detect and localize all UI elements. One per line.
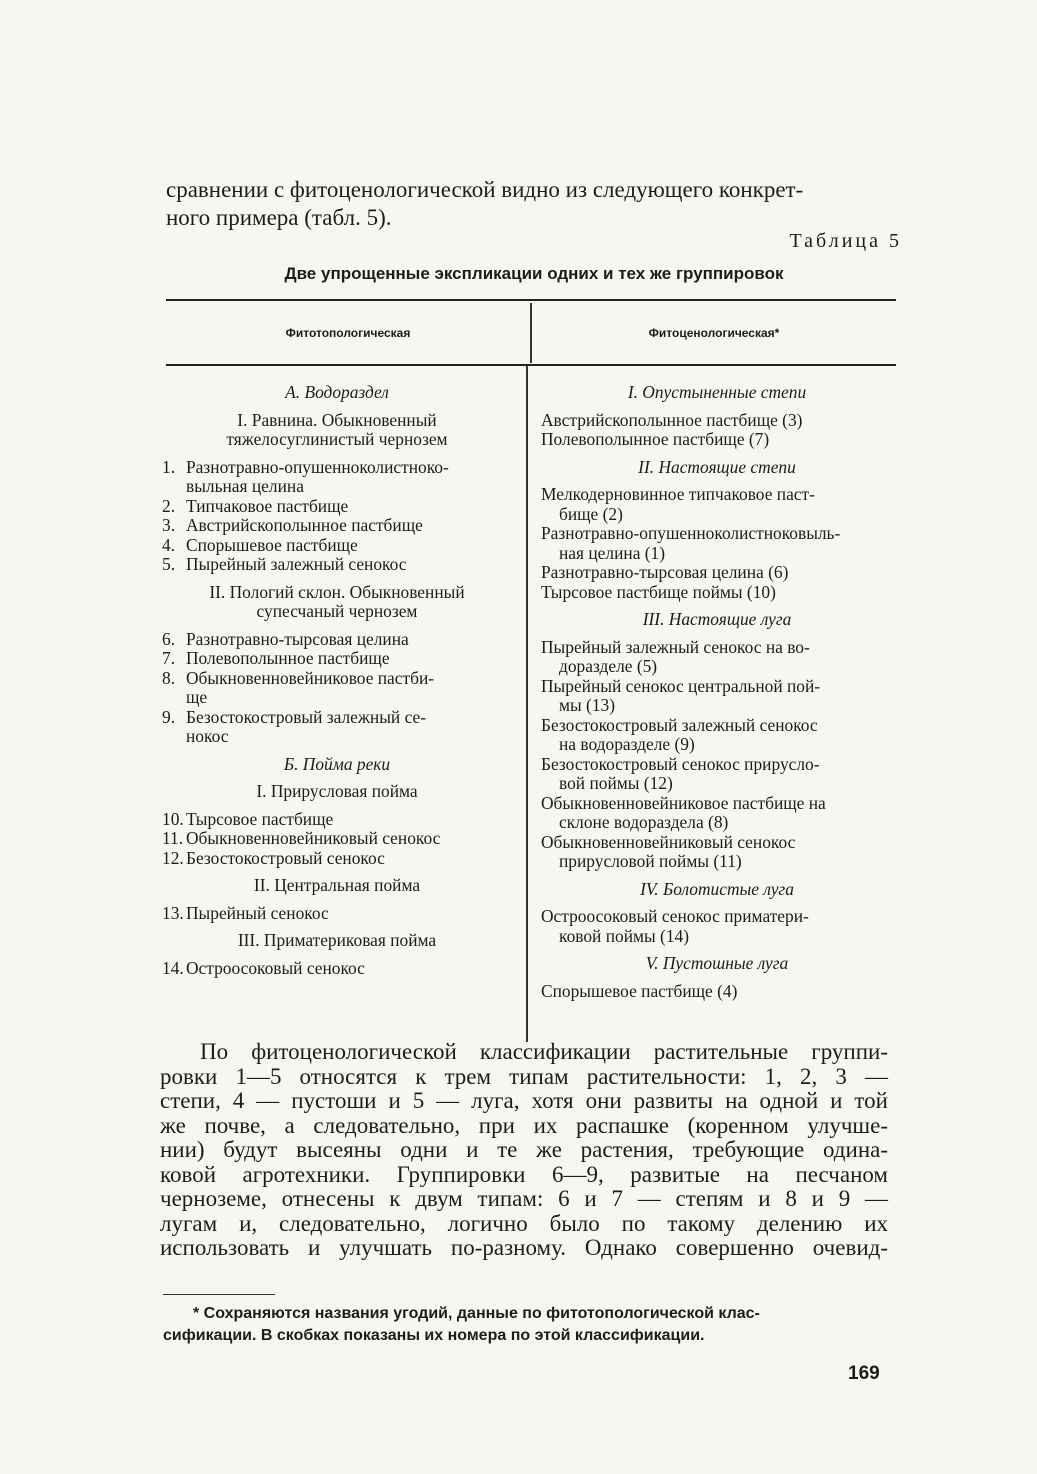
entry-continuation: вой поймы (12)	[559, 773, 673, 793]
table-entry: Разнотравно-опушенноколистноковыль-	[541, 523, 841, 543]
body-line: ровки 1—5 относятся к трем типам растительности: 1, 2, 3 —	[160, 1063, 888, 1089]
entry-continuation: прирусловой поймы (11)	[559, 851, 742, 871]
entry-number: 1.	[162, 456, 176, 477]
entry-text: Обыкновенновейниковое пастби-	[186, 667, 435, 688]
body-line: нии) будут высеяны одни и те же растения, требующие одина-	[160, 1137, 888, 1162]
section-heading: II. Настоящие степи	[638, 456, 796, 477]
table-entry: Пырейный сенокос центральной пой-	[541, 675, 821, 696]
entry-text: Безостокостровый сенокос	[186, 847, 385, 868]
subsection-heading: I. Равнина. Обыкновенный	[237, 409, 437, 430]
entry-number: 8.	[162, 667, 176, 688]
table-entry: Обыкновенновейниковый сенокос	[541, 831, 796, 852]
table-entry	[162, 536, 512, 556]
entry-number: 13.	[162, 902, 184, 923]
entry-text: Остроосоковый сенокос	[186, 957, 365, 978]
section-heading: IV. Болотистые луга	[640, 878, 794, 899]
table-header-right: Фитоценологическая*	[648, 326, 780, 340]
table-entry: Безостокостровый залежный сенокос	[541, 714, 818, 735]
table-entry	[162, 458, 512, 478]
body-line: степи, 4 — пустоши и 5 — луга, хотя они развиты на одной и той	[160, 1088, 888, 1113]
table-entry	[162, 904, 512, 924]
table-entry: Полевополынное пастбище (7)	[541, 429, 770, 449]
table-entry: Австрийскополынное пастбище (3)	[541, 409, 803, 430]
body-line: черноземе, отнесены к двум типам: 6 и 7 — степям и 8 и 9 —	[160, 1186, 888, 1211]
entry-continuation: мы (13)	[559, 695, 616, 715]
entry-continuation: ковой поймы (14)	[559, 925, 690, 946]
table-entry: Мелкодерновинное типчаковое паст-	[541, 484, 815, 504]
entry-number: 11.	[162, 828, 184, 848]
table-entry: Спорышевое пастбище (4)	[541, 980, 738, 1001]
subsection-heading: I. Прирусловая пойма	[256, 781, 418, 801]
table-header-rule	[166, 364, 896, 366]
footnote-line: * Сохраняются названия угодий, данные по фитотопологической клас-	[193, 1305, 760, 1322]
table-entry	[162, 555, 512, 575]
table-entry: Остроосоковый сенокос приматери-	[541, 906, 809, 926]
entry-continuation: ная целина (1)	[559, 542, 666, 563]
table-header-left: Фитотопологическая	[285, 326, 411, 340]
entry-continuation: выльная целина	[186, 476, 304, 496]
intro-line: сравнении с фитоценологической видно из следующего конкрет-	[166, 177, 804, 202]
entry-text: Обыкновенновейниковый сенокос	[186, 828, 441, 848]
table-column-divider	[526, 366, 528, 1042]
intro-paragraph	[166, 176, 902, 232]
table-column-phytocenological	[541, 383, 893, 1001]
table-entry	[162, 669, 512, 689]
footnote-rule	[163, 1294, 275, 1295]
table-entry: Разнотравно-тырсовая целина (6)	[541, 562, 789, 582]
page-number: 169	[848, 1363, 880, 1384]
body-line: же почве, а следовательно, при их распашке (коренном улучше-	[160, 1112, 888, 1138]
intro-line: ного примера (табл. 5).	[166, 205, 392, 230]
section-heading: I. Опустыненные степи	[627, 382, 807, 402]
table-entry	[162, 649, 512, 669]
footnote	[163, 1303, 889, 1347]
entry-number: 5.	[162, 554, 176, 574]
entry-number: 12.	[162, 847, 184, 868]
entry-continuation: ще	[186, 687, 208, 707]
entry-text: Пырейный залежный сенокос	[186, 554, 407, 574]
entry-continuation: склоне водораздела (8)	[559, 812, 729, 832]
entry-continuation: бище (2)	[559, 503, 623, 524]
table-column-phytotopological	[162, 383, 512, 978]
section-heading: III. Настоящие луга	[642, 609, 792, 629]
table-entry	[162, 810, 512, 830]
entry-number: 4.	[162, 534, 176, 555]
entry-text: Полевополынное пастбище	[186, 648, 390, 668]
section-heading: Б. Пойма реки	[283, 753, 391, 774]
body-paragraph	[160, 1040, 888, 1261]
table-entry	[162, 849, 512, 869]
table-title: Две упрощенные экспликации одних и тех же группировок	[284, 264, 784, 283]
entry-text: Типчаковое пастбище	[186, 495, 349, 516]
table-label: Таблица 5	[789, 230, 902, 252]
entry-number: 9.	[162, 706, 176, 727]
body-line: лугам и, следовательно, логично было по такому делению их	[160, 1210, 888, 1236]
subsection-heading: III. Приматериковая пойма	[237, 930, 437, 950]
table-entry: Обыкновенновейниковое пастбище на	[541, 792, 826, 813]
subsection-heading: II. Пологий склон. Обыкновенный	[209, 581, 465, 602]
entry-text: Тырсовое пастбище	[186, 808, 334, 829]
entry-continuation: нокос	[186, 726, 229, 746]
body-line: По фитоценологической классификации растительные группи-	[200, 1039, 888, 1064]
table-entry: Безостокостровый сенокос прирусло-	[541, 753, 820, 774]
table-entry: Тырсовое пастбище поймы (10)	[541, 581, 776, 602]
body-line: использовать и улучшать по-разному. Однако совершенно очевид-	[160, 1235, 888, 1260]
entry-number: 14.	[162, 957, 184, 978]
subsection-heading: тяжелосуглинистый чернозем	[226, 429, 448, 449]
body-line: ковой агротехники. Группировки 6—9, развитые на песчаном	[160, 1161, 888, 1187]
table-entry	[162, 630, 512, 650]
entry-number: 2.	[162, 495, 176, 516]
entry-number: 10.	[162, 808, 184, 829]
subsection-heading: II. Центральная пойма	[253, 875, 421, 895]
table-top-rule	[166, 299, 896, 301]
entry-continuation: на водоразделе (9)	[559, 734, 695, 754]
entry-text: Австрийскополынное пастбище	[186, 515, 423, 535]
table-entry: Пырейный залежный сенокос на во-	[541, 636, 810, 657]
subsection-heading: супесчаный чернозем	[256, 601, 418, 621]
entry-text: Пырейный сенокос	[186, 902, 329, 923]
table-entry	[162, 708, 512, 728]
table-entry	[162, 516, 512, 536]
entry-number: 3.	[162, 515, 176, 535]
entry-continuation: доразделе (5)	[559, 656, 658, 676]
table-entry	[162, 959, 512, 979]
section-heading: А. Водораздел	[285, 382, 389, 402]
entry-text: Разнотравно-тырсовая целина	[186, 628, 409, 649]
entry-text: Безостокостровый залежный се-	[186, 706, 427, 727]
section-heading: V. Пустошные луга	[645, 953, 789, 973]
entry-text: Спорышевое пастбище	[186, 534, 358, 555]
entry-number: 7.	[162, 648, 176, 668]
table-entry	[162, 497, 512, 517]
table-entry	[162, 829, 512, 849]
entry-number: 6.	[162, 628, 176, 649]
footnote-line: сификации. В скобках показаны их номера по этой классификации.	[163, 1327, 705, 1344]
entry-text: Разнотравно-опушенноколистноко-	[186, 456, 449, 477]
